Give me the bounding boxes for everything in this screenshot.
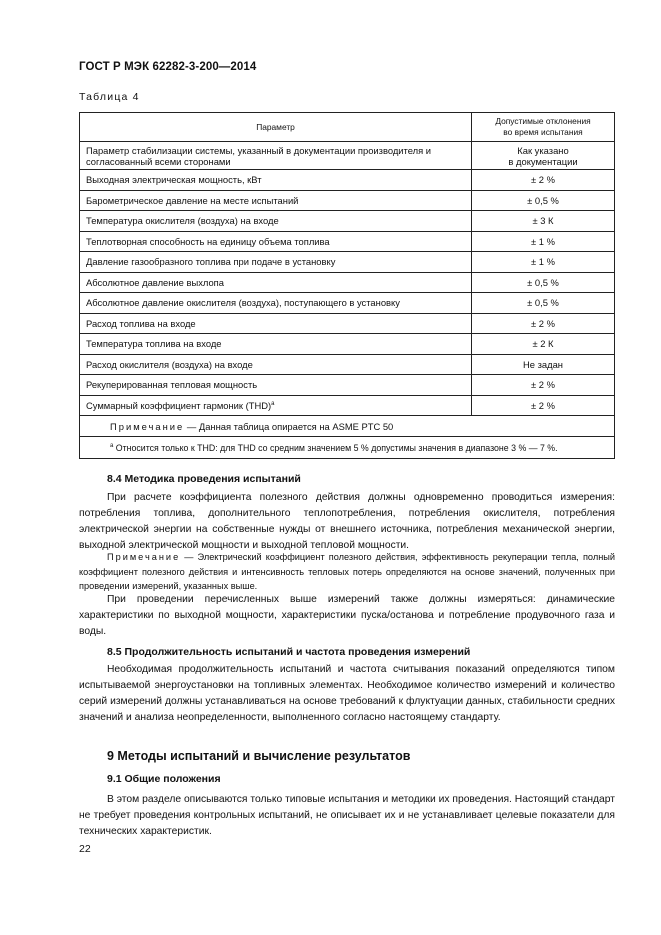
table-row xyxy=(80,252,615,273)
parameter-cell: Давление газообразного топлива при подаче в установку xyxy=(80,252,472,273)
tolerance-cell: ± 2 % xyxy=(472,395,615,416)
table-row xyxy=(80,272,615,293)
section-8-4-paragraph-2: При проведении перечисленных выше измерений также должны измеряться: динамические характеристики по выходной мощности, характеристики пуска/останова и потребление продувочного газа и воды. xyxy=(79,594,615,637)
parameter-cell: Расход окислителя (воздуха) на входе xyxy=(80,354,472,375)
table-caption: Таблица 4 xyxy=(79,91,140,103)
table-footnote: $^а$ Относится только к THD: для THD со средним значением 5 % допустимы значения в диапазоне 3 % — 7 %. xyxy=(80,437,615,459)
table-row xyxy=(80,211,615,232)
table-row xyxy=(80,334,615,355)
parameter-cell: Суммарный коэффициент гармоник (THD)$^а$ xyxy=(80,395,472,416)
tolerance-table xyxy=(79,112,615,459)
parameter-cell: Температура топлива на входе xyxy=(80,334,472,355)
tolerance-cell: ± 0,5 % xyxy=(472,293,615,314)
section-8-5-paragraph-1: Необходимая продолжительность испытаний и частота считывания показаний определяются типом испытываемой энергоустановки на топливных элементах. Необходимое количество измерений и количество серий измерений должны устанавливаться на основе требований к флуктуации данных, стабильности средних значений и анализа неопределенности, выполненного согласно настоящему стандарту. xyxy=(79,664,615,723)
page-number: 22 xyxy=(79,843,91,855)
column-header-tolerance: Допустимые отклонения во время испытания xyxy=(472,113,615,142)
tolerance-cell: ± 2 % xyxy=(472,313,615,334)
parameter-cell: Температура окислителя (воздуха) на входе xyxy=(80,211,472,232)
tolerance-cell: ± 2 % xyxy=(472,170,615,191)
tolerance-cell: ± 1 % xyxy=(472,252,615,273)
tolerance-cell: ± 3 К xyxy=(472,211,615,232)
parameter-cell: Абсолютное давление окислителя (воздуха), поступающего в установку xyxy=(80,293,472,314)
section-8-4-note: Примечание — Электрический коэффициент полезного действия, эффективность рекуперации тепла, полный коэффициент полезного действия и интенсивность тепловых потерь определяются на основе значений, полученных при проведении измерений, указанных выше. xyxy=(79,552,615,591)
section-9-heading: 9 Методы испытаний и вычисление результатов xyxy=(107,749,411,763)
column-header-parameter: Параметр xyxy=(80,113,472,142)
section-9-1-paragraph-1: В этом разделе описываются только типовые испытания и методики их проведения. Настоящий стандарт не требует проведения контрольных испытаний, не описывает их и не устанавливает целевые показатели для технических характеристик. xyxy=(79,794,615,837)
table-row xyxy=(80,395,615,416)
section-8-4-heading: 8.4 Методика проведения испытаний xyxy=(107,473,301,485)
parameter-cell: Расход топлива на входе xyxy=(80,313,472,334)
parameter-cell: Выходная электрическая мощность, кВт xyxy=(80,170,472,191)
tolerance-cell: ± 0,5 % xyxy=(472,190,615,211)
section-9-1-heading: 9.1 Общие положения xyxy=(107,773,221,785)
tolerance-cell: ± 2 % xyxy=(472,375,615,396)
table-row xyxy=(80,354,615,375)
parameter-cell: Барометрическое давление на месте испытаний xyxy=(80,190,472,211)
table-note: Примечание — Данная таблица опирается на ASME PTC 50 xyxy=(80,416,615,437)
table-row xyxy=(80,142,615,170)
parameter-cell: Параметр стабилизации системы, указанный в документации производителя и согласованный всеми сторонами xyxy=(80,142,472,170)
tolerance-cell: ± 2 К xyxy=(472,334,615,355)
document-header: ГОСТ Р МЭК 62282-3-200—2014 xyxy=(79,61,257,73)
table-row xyxy=(80,293,615,314)
tolerance-cell: Как указано в документации xyxy=(472,142,615,170)
tolerance-cell: ± 0,5 % xyxy=(472,272,615,293)
table-row xyxy=(80,170,615,191)
parameter-cell: Абсолютное давление выхлопа xyxy=(80,272,472,293)
tolerance-cell: Не задан xyxy=(472,354,615,375)
parameter-cell: Теплотворная способность на единицу объема топлива xyxy=(80,231,472,252)
table-row xyxy=(80,375,615,396)
section-8-4-paragraph-1: При расчете коэффициента полезного действия должны одновременно проводиться измерения: потребления топлива, дополнительного теплопотребления, потребления окислителя, потребления электрической энергии на собственные нужды от внешнего источника, потребления механической энергии, выходной электрической мощности и выходной тепловой мощности. xyxy=(79,492,615,551)
table-row xyxy=(80,313,615,334)
parameter-cell: Рекуперированная тепловая мощность xyxy=(80,375,472,396)
section-8-5-heading: 8.5 Продолжительность испытаний и частота проведения измерений xyxy=(107,646,471,658)
table-row xyxy=(80,231,615,252)
table-row xyxy=(80,190,615,211)
tolerance-cell: ± 1 % xyxy=(472,231,615,252)
